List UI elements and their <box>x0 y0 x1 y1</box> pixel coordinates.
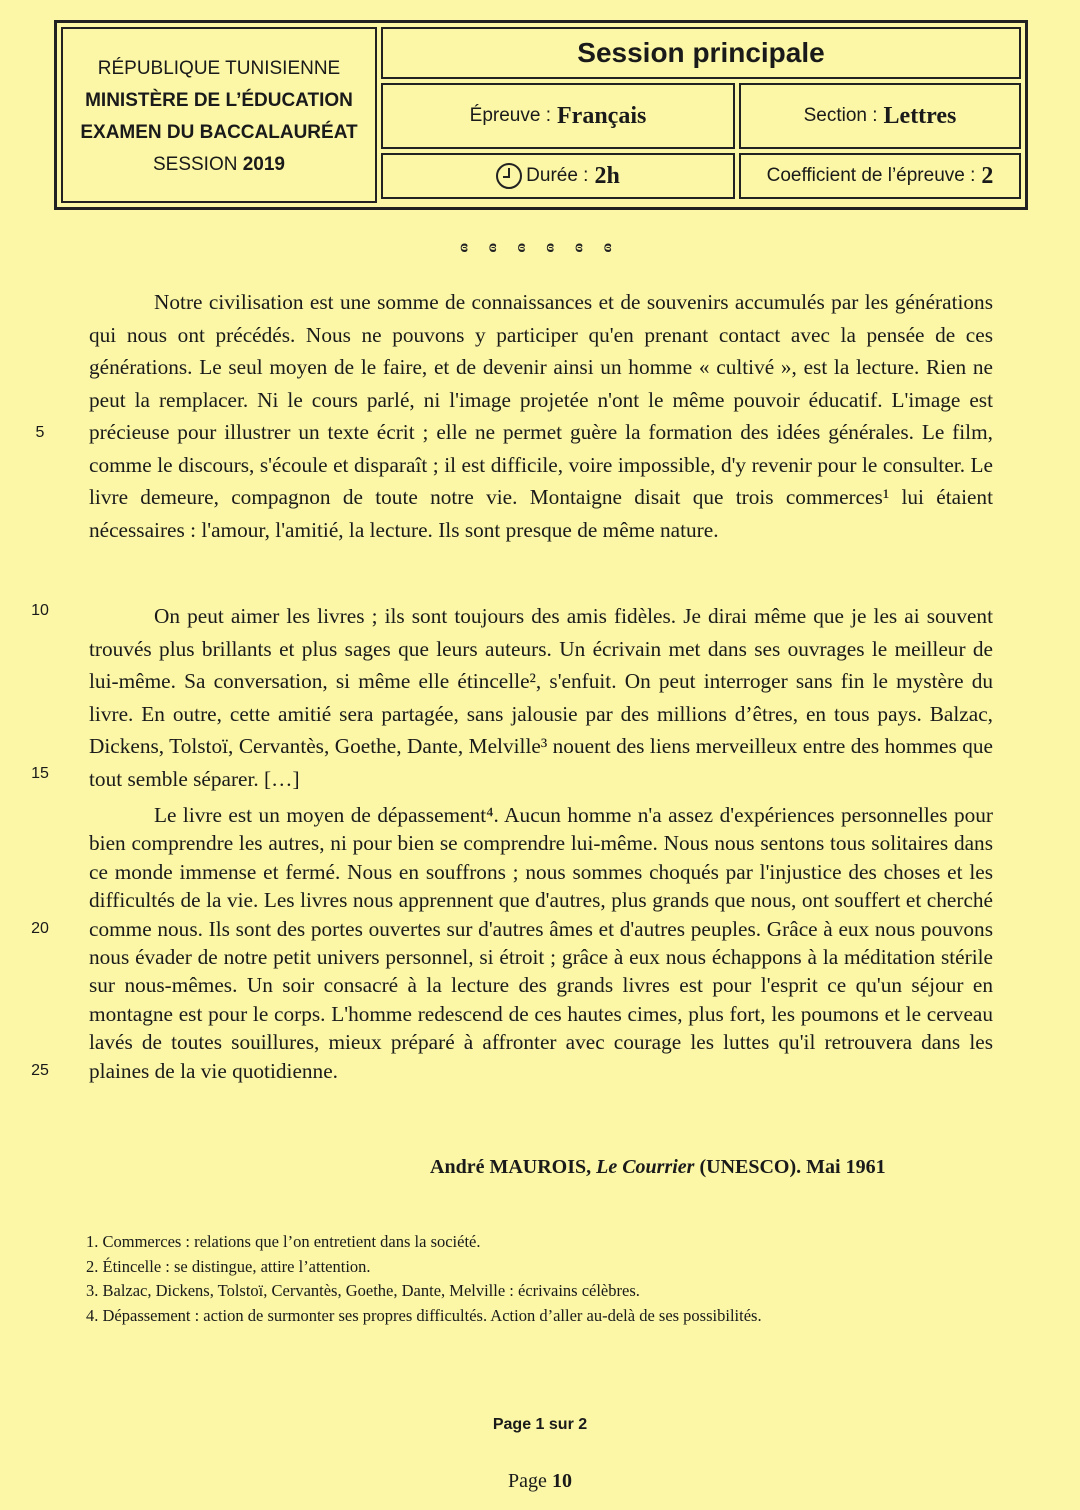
footnote-3: 3. Balzac, Dickens, Tolstoï, Cervantès, Goethe, Dante, Melville : écrivains célèbres. <box>86 1281 640 1300</box>
page-number-value: 10 <box>551 1470 572 1492</box>
footnotes <box>86 1230 986 1328</box>
clock-icon <box>496 163 522 189</box>
paragraph-2-block <box>89 600 993 795</box>
coefficient-cell <box>739 153 1021 199</box>
duree-value: 2h <box>594 162 620 189</box>
source-citation <box>430 1156 950 1179</box>
epreuve-cell <box>381 83 735 149</box>
source-rest: (UNESCO). Mai 1961 <box>699 1156 886 1178</box>
footnote-2: 2. Étincelle : se distingue, attire l’attention. <box>86 1256 371 1276</box>
line-number-15: 15 <box>31 765 49 782</box>
session-label: SESSION <box>152 154 238 175</box>
paragraph-3-block <box>89 801 993 1085</box>
coefficient-label: Coefficient de l’épreuve : <box>766 165 976 186</box>
section-label: Section : <box>803 105 878 126</box>
session-year: 2019 <box>242 154 286 175</box>
footnote-4: 4. Dépassement : action de surmonter ses propres difficultés. Action d’aller au-delà de ses possibilités. <box>86 1305 762 1325</box>
source-work: Le Courrier <box>596 1156 695 1178</box>
institution-block <box>61 27 377 203</box>
subject-row <box>381 83 1021 149</box>
session-type: Session principale <box>381 27 1021 79</box>
section-value: Lettres <box>883 102 957 129</box>
page-number-label: Page <box>508 1470 547 1492</box>
paragraph-2: On peut aimer les livres ; ils sont toujours des amis fidèles. Je dirai même que je les ai souvent trouvés plus brillants et plus sages que leurs auteurs. Un écrivain met dans ses ouvrages le meilleur de lui-même. Sa conversation, si même elle étincelle², s'enfuit. On peut interroger sans fin le mystère du livre. En outre, cette amitié sera partagée, sans jalousie par des millions d’êtres, en tous pays. Balzac, Dickens, Tolstoï, Cervantès, Goethe, Dante, Melville³ nouent des liens merveilleux entre des hommes que tout semble séparer. […] <box>89 604 993 791</box>
session-line <box>63 149 375 181</box>
duree-cell <box>381 153 735 199</box>
paragraph-1-block <box>89 286 993 546</box>
page-label: Page 1 sur 2 <box>492 1416 588 1433</box>
paragraph-3: Le livre est un moyen de dépassement⁴. Aucun homme n'a assez d'expériences personnelles pour bien comprendre les autres, ni pour bien se comprendre lui-même. Nous nous sentons tous solitaires dans ce monde immense et fermé. Nous en souffrons ; nous sommes choqués par l'injustice des choses et les difficultés de la vie. Les livres nous apprennent que d'autres, plus grands que nous, ont souffert et cherché comme nous. Ils sont des portes ouvertes sur d'autres âmes et d'autres peuples. Grâce à eux nous pouvons nous évader de notre petit univers personnel, si étroit ; grâce à eux nous échappons à la méditation stérile sur nous-mêmes. Un soir consacré à la lecture des grands livres est pour l'esprit ce qu'un séjour en montagne est pour le corps. L'homme redescend de ces hautes cimes, plus fort, les poumons et le cerveau lavés de toutes souillures, mieux préparé à affronter avec courage les luttes qu'il retrouvera dans les plaines de la vie quotidienne. <box>89 803 993 1083</box>
page-number <box>0 1470 1080 1493</box>
source-author: André MAUROIS, <box>430 1156 592 1178</box>
exam-details <box>381 27 1021 203</box>
paragraph-1: Notre civilisation est une somme de connaissances et de souvenirs accumulés par les générations qui nous ont précédés. Nous ne pouvons y participer qu'en prenant contact avec la pensée de ces générations. Le seul moyen de le faire, et de devenir ainsi un homme « cultivé », est la lecture. Rien ne peut la remplacer. Ni le cours parlé, ni l'image projetée n'ont le même pouvoir éducatif. L'image est précieuse pour illustrer un texte écrit ; elle ne permet guère la formation des idées générales. Le film, comme le discours, s'écoule et disparaît ; il est difficile, voire impossible, d'y revenir pour le consulter. Le livre demeure, compagnon de toute notre vie. Montaigne disait que trois commerces¹ lui étaient nécessaires : l'amour, l'amitié, la lecture. Ils sont presque de même nature. <box>89 290 993 542</box>
line-number-10: 10 <box>31 602 49 619</box>
epreuve-label: Épreuve : <box>469 105 551 126</box>
country-name: RÉPUBLIQUE TUNISIENNE <box>97 58 341 79</box>
line-number-20: 20 <box>31 920 49 937</box>
footnote-1: 1. Commerces : relations que l’on entretient dans la société. <box>86 1232 481 1251</box>
exam-header <box>54 20 1028 210</box>
line-number-25: 25 <box>31 1062 49 1079</box>
duration-row <box>381 153 1021 199</box>
ministry-name: MINISTÈRE DE L’ÉDUCATION <box>85 90 353 111</box>
duree-label: Durée : <box>526 165 589 186</box>
ornament-divider: ɞ ɞ ɞ ɞ ɞ ɞ <box>460 236 620 256</box>
line-number-5: 5 <box>35 424 45 441</box>
epreuve-value: Français <box>557 102 647 129</box>
coefficient-value: 2 <box>981 162 994 189</box>
exam-name: EXAMEN DU BACCALAURÉAT <box>80 122 358 143</box>
section-cell <box>739 83 1021 149</box>
